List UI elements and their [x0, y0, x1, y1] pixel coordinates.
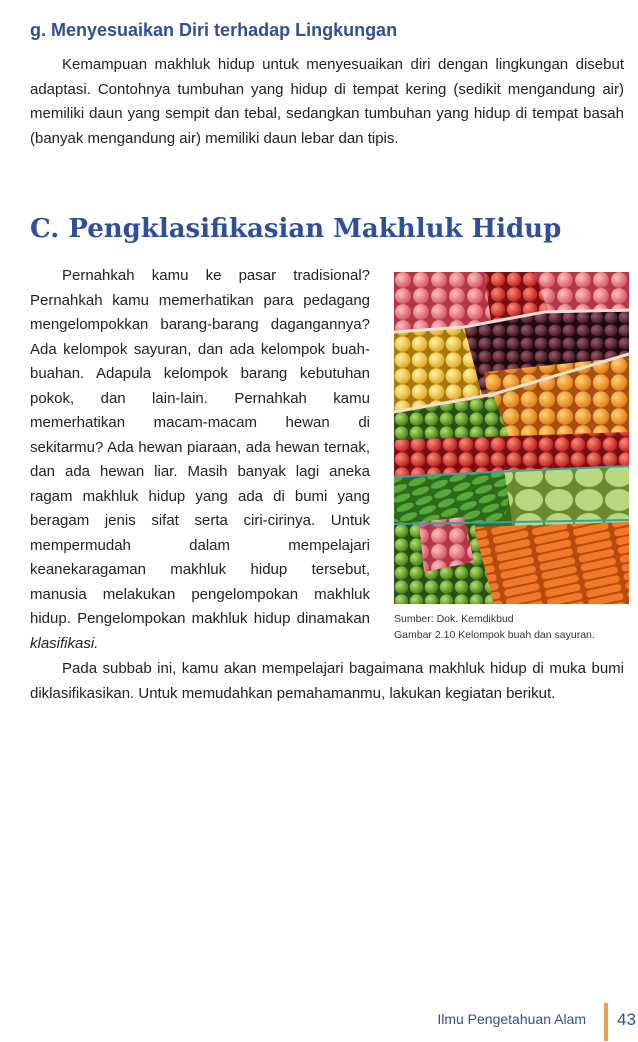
adaptation-paragraph: [30, 53, 624, 151]
figure-caption: [394, 611, 634, 643]
figure-source: Sumber: Dok. Kemdikbud: [394, 613, 514, 625]
figure-label: Gambar 2.10 Kelompok buah dan sayuran.: [394, 629, 595, 641]
classification-paragraph: [30, 264, 370, 656]
closing-paragraph-text: Pada subbab ini, kamu akan mempelajari bagaimana makhluk hidup di muka bumi diklasifikasikan. Untuk memudahkan pemahamanmu, lakukan kegiatan berikut.: [30, 660, 624, 702]
book-title: Ilmu Pengetahuan Alam: [437, 1011, 586, 1027]
closing-paragraph: [30, 657, 624, 706]
subsection-heading: g. Menyesuaikan Diri terhadap Lingkungan: [30, 20, 398, 40]
section-heading: C. Pengklasifikasian Makhluk Hidup: [30, 214, 562, 244]
classification-paragraph-text: Pernahkah kamu ke pasar tradisional? Pernahkah kamu memerhatikan para pedagang mengelompokkan barang-barang dagangannya? Ada kelompok sayuran, dan ada kelompok buah-buahan. Adapula kelompok barang kebutuhan pokok, dan lain-lain. Pernahkah kamu memerhatikan macam-macam hewan di sekitarmu? Ada hewan piaraan, ada hewan ternak, dan ada hewan liar. Masih banyak lagi aneka ragam makhluk hidup yang ada di bumi yang beragam jenis sifat serta ciri-cirinya. Untuk mempermudah dalam mempelajari keanekaragaman makhluk hidup tersebut, manusia melakukan pengelompokan makhluk hidup. Pengelompokan makhluk hidup dinamakan: [30, 267, 370, 627]
footer-divider: [604, 1003, 608, 1041]
fruit-vegetable-photo: [394, 272, 629, 604]
classification-term: klasifikasi.: [30, 634, 99, 652]
adaptation-paragraph-text: Kemampuan makhluk hidup untuk menyesuaikan diri dengan lingkungan disebut adaptasi. Contohnya tumbuhan yang hidup di tempat kering (sedikit mengandung air) memiliki daun yang sempit dan tebal, sedangkan tumbuhan yang hidup di tempat basah (banyak mengandung air) memiliki daun lebar dan tipis.: [30, 56, 624, 147]
page-number: 43: [617, 1010, 636, 1029]
